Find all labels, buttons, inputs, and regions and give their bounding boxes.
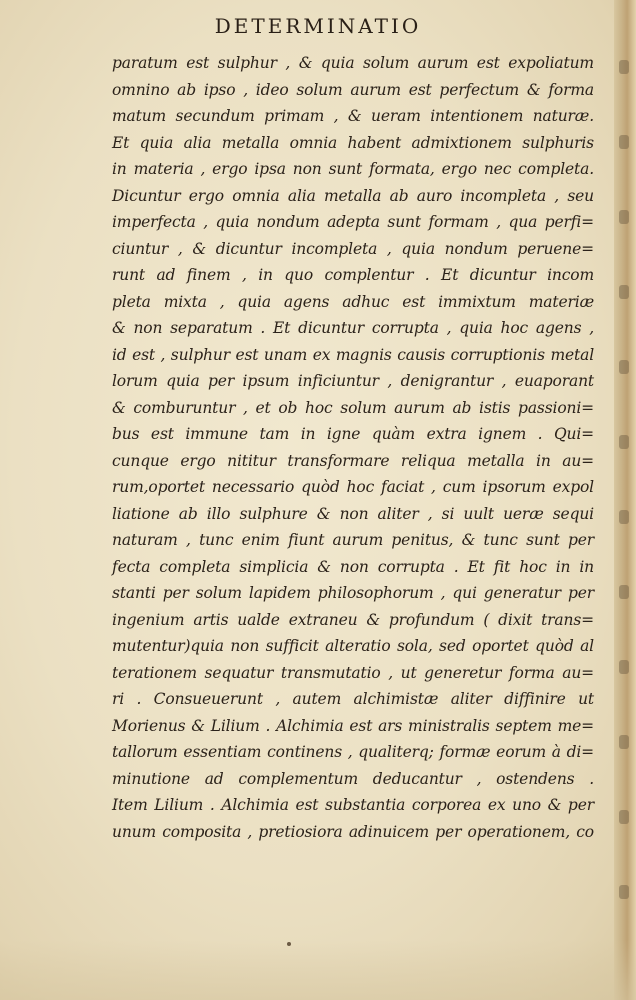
text-line: imperfecta , quia nondum adepta sunt formam , qua perfi= (112, 213, 594, 231)
adjacent-page-margin-marks (617, 40, 633, 940)
text-line: ri . Consueuerunt , autem alchimistæ aliter diffinire ut (112, 690, 594, 708)
text-line: liatione ab illo sulphure & non aliter , si uult ueræ sequi (112, 504, 594, 523)
text-line: Et quia alia metalla omnia habent admixtionem sulphuris (112, 133, 594, 152)
text-line: fecta completa simplicia & non corrupta . Et fit hoc in in (112, 557, 594, 576)
text-line: terationem sequatur transmutatio , ut generetur forma au= (112, 663, 594, 682)
body-text (112, 50, 594, 845)
text-line: Morienus & Lilium . Alchimia est ars ministralis septem me= (112, 716, 594, 735)
text-line: runt ad finem , in quo complentur . Et dicuntur incom (112, 266, 594, 284)
text-line: lorum quia per ipsum inficiuntur , denigrantur , euaporant (112, 372, 594, 390)
page-bottom-shade (0, 940, 636, 1000)
text-line: omnino ab ipso , ideo solum aurum est perfectum & forma (112, 80, 594, 99)
text-line: ciuntur , & dicuntur incompleta , quia nondum peruene= (112, 239, 594, 258)
text-line: minutione ad complementum deducantur , ostendens . (112, 769, 594, 788)
text-line: tallorum essentiam continens , qualiterq; formæ eorum à di= (112, 743, 594, 761)
text-line: Dicuntur ergo omnia alia metalla ab auro incompleta , seu (112, 186, 594, 205)
text-line: rum,oportet necessario quòd hoc faciat , cum ipsorum expol (112, 478, 594, 496)
text-line: unum composita , pretiosiora adinuicem per operationem, co (112, 822, 594, 841)
text-line: id est , sulphur est unam ex magnis causis corruptionis metal (112, 345, 594, 364)
text-line: naturam , tunc enim fiunt aurum penitus, & tunc sunt per (112, 531, 594, 549)
text-line: & comburuntur , et ob hoc solum aurum ab istis passioni= (112, 398, 594, 417)
text-line: Item Lilium . Alchimia est substantia corporea ex uno & per (112, 796, 594, 814)
text-line: pleta mixta , quia agens adhuc est immixtum materiæ (112, 292, 594, 311)
text-line: stanti per solum lapidem philosophorum , qui generatur per (112, 584, 594, 602)
running-head: DETERMINATIO (214, 14, 422, 38)
text-line: mutentur)quia non sufficit alteratio sola, sed oportet quòd al (112, 637, 594, 655)
text-line: cunque ergo nititur transformare reliqua metalla in au= (112, 451, 594, 470)
text-line: bus est immune tam in igne quàm extra ignem . Qui= (112, 425, 594, 443)
text-line: matum secundum primam , & ueram intentionem naturæ. (112, 107, 594, 125)
text-line: in materia , ergo ipsa non sunt formata, ergo nec completa. (112, 160, 594, 178)
text-line: & non separatum . Et dicuntur corrupta , quia hoc agens , (112, 319, 594, 337)
ink-speck (287, 942, 291, 946)
text-line: paratum est sulphur , & quia solum aurum est expoliatum (112, 54, 594, 72)
text-line: ingenium artis ualde extraneu & profundum ( dixit trans= (112, 610, 594, 629)
